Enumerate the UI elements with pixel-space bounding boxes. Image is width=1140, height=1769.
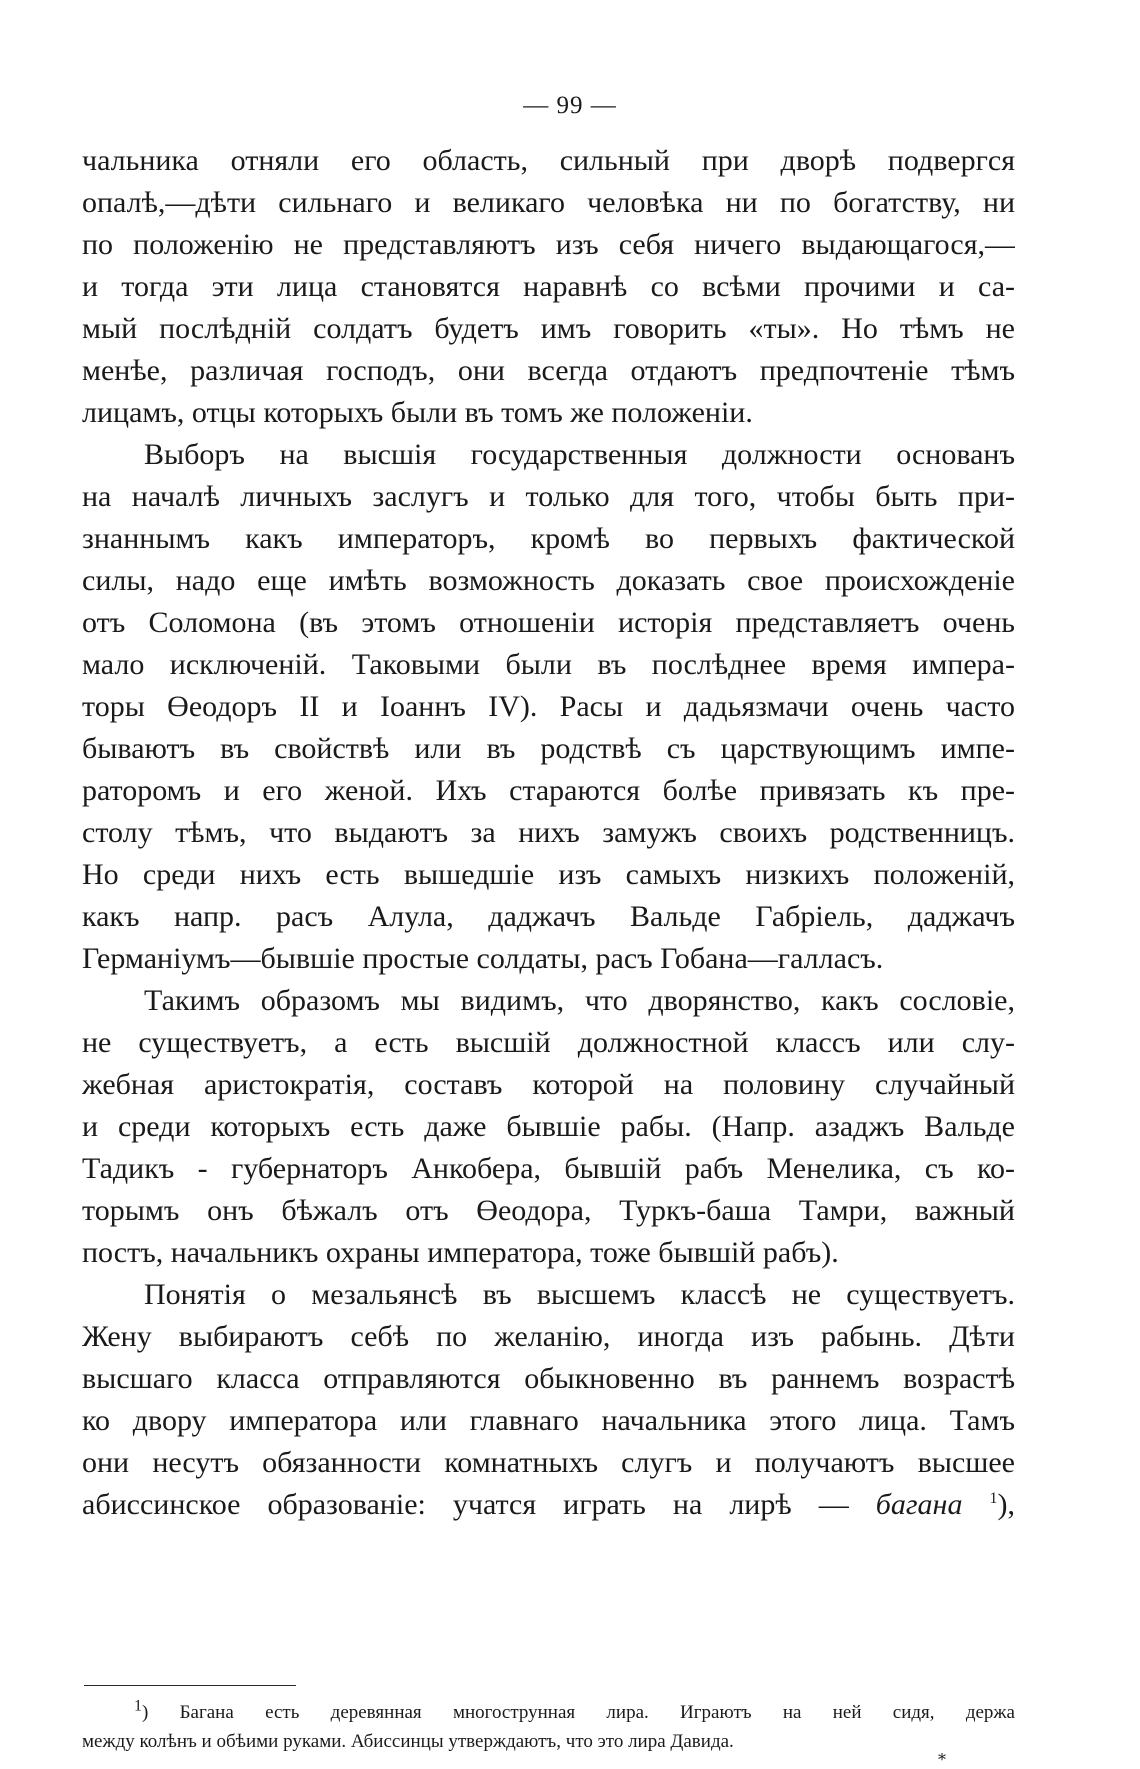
footnote-text: ) Багана есть деревянная многострунная лира. Играютъ на ней сидя, держа <box>142 1702 1015 1723</box>
text-line: не существуетъ, а есть высшій должностной классъ или слу- <box>82 1026 1015 1059</box>
text-line: на началѣ личныхъ заслугъ и только для того, чтобы быть при- <box>82 480 1015 513</box>
text-line: столу тѣмъ, что выдаютъ за нихъ замужъ своихъ родственницъ. <box>82 816 1015 849</box>
text-line: мало исключеній. Таковыми были въ послѣднее время импера- <box>82 648 1015 681</box>
italic-term: багана <box>875 1488 963 1521</box>
text-line: лицамъ, отцы которыхъ были въ томъ же положеніи. <box>82 396 753 429</box>
text-line: торымъ онъ бѣжалъ отъ Өеодора, Туркъ-баша Тамри, важный <box>82 1194 1015 1227</box>
text-line: бываютъ въ свойствѣ или въ родствѣ съ царствующимъ импе- <box>82 732 1015 765</box>
footnote-separator <box>84 1685 296 1686</box>
text-line: отъ Соломона (въ этомъ отношеніи исторія представляетъ очень <box>82 606 1015 639</box>
text-line: Но среди нихъ есть вышедшіе изъ самыхъ низкихъ положеній, <box>82 858 1015 891</box>
text-line: какъ напр. расъ Алула, даджачъ Вальде Габріель, даджачъ <box>82 900 1015 933</box>
text-line: жебная аристократія, составъ которой на половину случайный <box>82 1068 1015 1101</box>
text-line: опалѣ,—дѣти сильнаго и великаго человѣка ни по богатству, ни <box>82 186 1015 219</box>
footnote-reference: 1 <box>989 1490 998 1507</box>
text-line: Понятія о мезальянсѣ въ высшемъ классѣ не существуетъ. <box>144 1278 1015 1311</box>
text-line: высшаго класса отправляются обыкновенно въ раннемъ возрастѣ <box>82 1362 1015 1395</box>
text-line: чальника отняли его область, сильный при дворѣ подвергся <box>82 144 1015 177</box>
text-line: ко двору императора или главнаго начальника этого лица. Тамъ <box>82 1404 1015 1437</box>
footnotes <box>82 1698 1015 1756</box>
text-line: мый послѣдній солдатъ будетъ имъ говорить «ты». Но тѣмъ не <box>82 312 1015 345</box>
text-line: раторомъ и его женой. Ихъ стараются болѣе привязать къ пре- <box>82 774 1015 807</box>
text-line: менѣе, различая господъ, они всегда отдаютъ предпочтеніе тѣмъ <box>82 354 1015 387</box>
footnote-line <box>82 1698 1015 1727</box>
signature-mark: * <box>938 1750 946 1769</box>
text-line: Германіумъ—бывшіе простые солдаты, расъ Гобана—галласъ. <box>82 942 884 975</box>
text-line: они несутъ обязанности комнатныхъ слугъ и получаютъ высшее <box>82 1446 1015 1479</box>
text-line: и тогда эти лица становятся наравнѣ со всѣми прочими и са- <box>82 270 1015 303</box>
text-line: Выборъ на высшія государственныя должности основанъ <box>144 438 1015 471</box>
text-line: торы Өеодоръ II и Іоаннъ IV). Расы и дадьязмачи очень часто <box>82 690 1015 723</box>
page-number: — 99 — <box>523 92 617 119</box>
text-line: Жену выбираютъ себѣ по желанію, иногда изъ рабынь. Дѣти <box>82 1320 1015 1353</box>
text-line: Тадикъ - губернаторъ Анкобера, бывшій рабъ Менелика, съ ко- <box>82 1152 1015 1185</box>
footnote-marker: 1 <box>134 1698 142 1715</box>
text-line-final <box>82 1484 1015 1526</box>
text-line: силы, надо еще имѣть возможность доказать свое происхожденіе <box>82 564 1015 597</box>
text-line: и среди которыхъ есть даже бывшіе рабы. (Напр. азаджъ Вальде <box>82 1110 1015 1143</box>
text-line-final-tail: ), <box>997 1488 1015 1521</box>
text-line-final-start: абиссинское образованіе: учатся играть на лирѣ — <box>82 1488 849 1521</box>
text-line: постъ, начальникъ охраны императора, тоже бывшій рабъ). <box>82 1236 839 1269</box>
text-line: Такимъ образомъ мы видимъ, что дворянство, какъ сословіе, <box>144 984 1015 1017</box>
footnote-line: между колѣнъ и обѣими руками. Абиссинцы утверждаютъ, что это лира Давида. <box>82 1731 734 1752</box>
body-text <box>82 140 1015 1526</box>
text-line: по положенію не представляютъ изъ себя ничего выдающагося,— <box>82 228 1015 261</box>
text-line: знаннымъ какъ императоръ, кромѣ во первыхъ фактической <box>82 522 1015 555</box>
